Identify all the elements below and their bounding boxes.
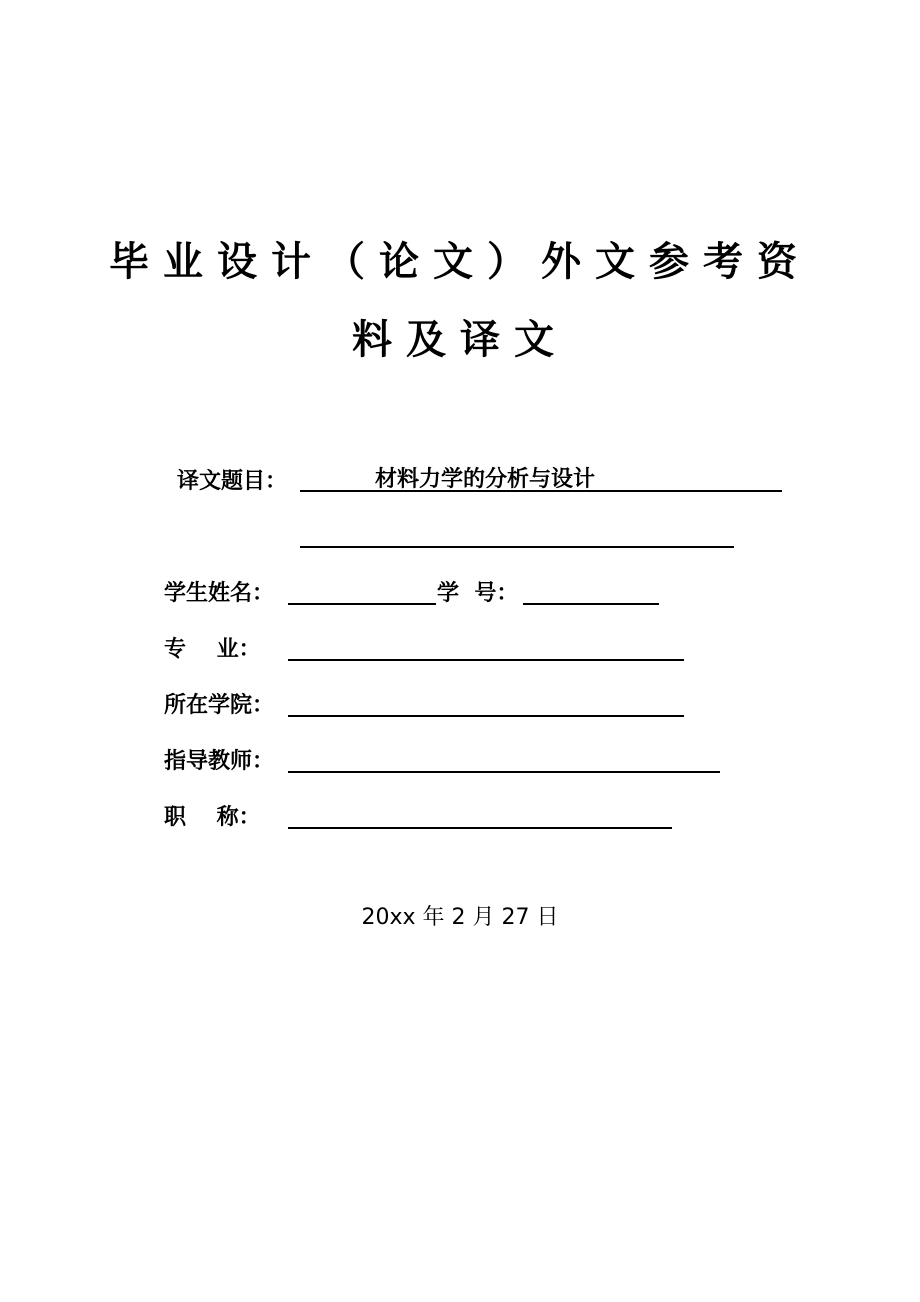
major-label: 专 业：: [164, 637, 261, 662]
document-title-line-1: 毕业设计（论文）外文参考资: [109, 239, 811, 285]
translation-title-value: 材料力学的分析与设计: [375, 467, 596, 492]
student-name-label: 学生姓名：: [164, 581, 275, 606]
translation-title-underline-2: [300, 526, 734, 548]
advisor-label: 指导教师：: [164, 749, 275, 774]
translation-title-label: 译文题目：: [177, 469, 288, 494]
rank-underline: [288, 807, 672, 829]
document-title-line-2: 料及译文: [352, 317, 568, 363]
major-underline: [288, 639, 684, 661]
college-underline: [288, 695, 684, 717]
student-id-underline: [523, 583, 659, 605]
advisor-underline: [288, 751, 720, 773]
student-name-underline: [288, 583, 436, 605]
college-label: 所在学院：: [164, 693, 275, 718]
submission-date: 20xx 年 2 月 27 日: [361, 905, 559, 930]
student-id-label: 学 号：: [437, 581, 519, 606]
rank-label: 职 称：: [164, 805, 261, 830]
